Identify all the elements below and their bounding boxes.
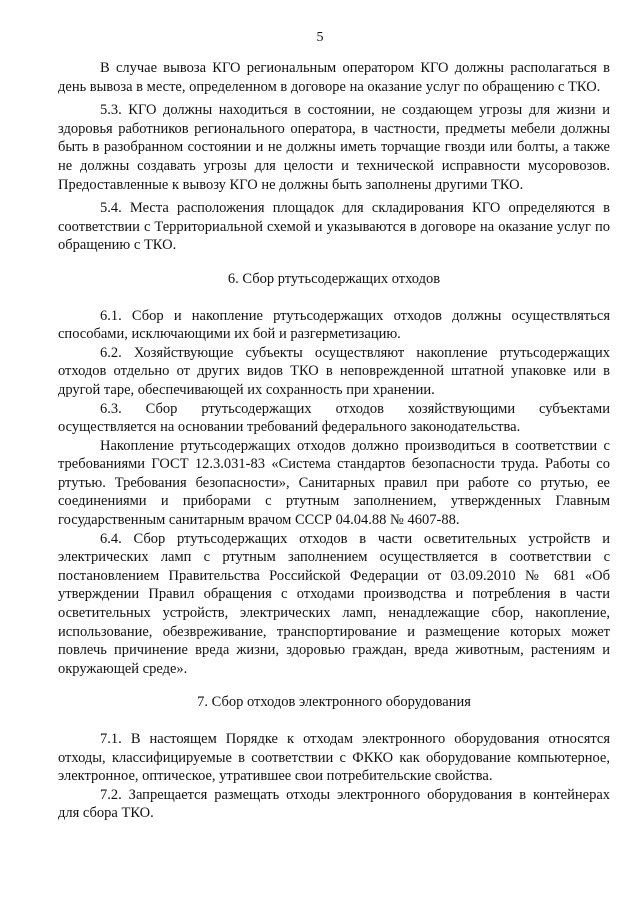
paragraph-6-3: 6.3. Сбор ртутьсодержащих отходов хозяйствующими субъектами осуществляется на основании требований федерального законодательства. — [58, 400, 610, 436]
paragraph-6-3-accumulation: Накопление ртутьсодержащих отходов должно производиться в соответствии с требованиями ГОСТ 12.3.031-83 «Система стандартов безопасности труда. Работы со ртутью. Требования безопасности», Санитарных правил при работе со ртутью, ее соединениями и приборами с ртутным заполнением, утвержденных Главным государственным санитарным врачом СССР 04.04.88 № 4607-88. — [58, 437, 610, 529]
document-body — [58, 59, 610, 823]
paragraph-7-1: 7.1. В настоящем Порядке к отходам электронного оборудования относятся отходы, классифицируемые в соответствии с ФККО как оборудование компьютерное, электронное, оптическое, утратившее свои потребительские свойства. — [58, 731, 610, 785]
paragraph-5-3: 5.3. КГО должны находиться в состоянии, не создающем угрозы для жизни и здоровья работников регионального оператора, в частности, предметы мебели должны быть в разобранном состоянии и не должны иметь торчащие гвозди или болты, а также не должны создавать угрозы для целости и технической исправности мусоровозов. Предоставленные к вывозу КГО не должны быть заполнены другими ТКО. — [58, 102, 610, 193]
paragraph-6-2: 6.2. Хозяйствующие субъекты осуществляют накопление ртутьсодержащих отходов отдельно от других видов ТКО в неповрежденной штатной упаковке или в другой таре, обеспечивающей их сохранность при хранении. — [58, 344, 610, 398]
paragraph-5-4: 5.4. Места расположения площадок для складирования КГО определяются в соответствии с Территориальной схемой и указываются в договоре на оказание услуг по обращению с ТКО. — [58, 200, 610, 254]
section-heading-7: 7. Сбор отходов электронного оборудования — [197, 694, 471, 711]
paragraph-kgo-removal: В случае вывоза КГО региональным оператором КГО должны располагаться в день вывоза в месте, определенном в договоре на оказание услуг по обращению с ТКО. — [58, 60, 610, 95]
section-heading-6: 6. Сбор ртутьсодержащих отходов — [227, 270, 441, 287]
paragraph-6-4: 6.4. Сбор ртутьсодержащих отходов в части осветительных устройств и электрических ламп с ртутным заполнением осуществляется в соответствии с постановлением Правительства Российской Федерации от 03.09.2010 № 681 «Об утверждении Правил обращения с отходами производства и потребления в части осветительных устройств, электрических ламп, ненадлежащие сбор, накопление, использование, обезвреживание, транспортирование и размещение которых может повлечь причинение вреда жизни, здоровью граждан, вреда животным, растениям и окружающей среде». — [58, 530, 610, 677]
page-number: 5 — [316, 30, 324, 45]
paragraph-6-1: 6.1. Сбор и накопление ртутьсодержащих отходов должны осуществляться способами, исключающими их бой и разгерметизацию. — [58, 307, 610, 343]
paragraph-7-2: 7.2. Запрещается размещать отходы электронного оборудования в контейнерах для сбора ТКО. — [58, 786, 610, 822]
